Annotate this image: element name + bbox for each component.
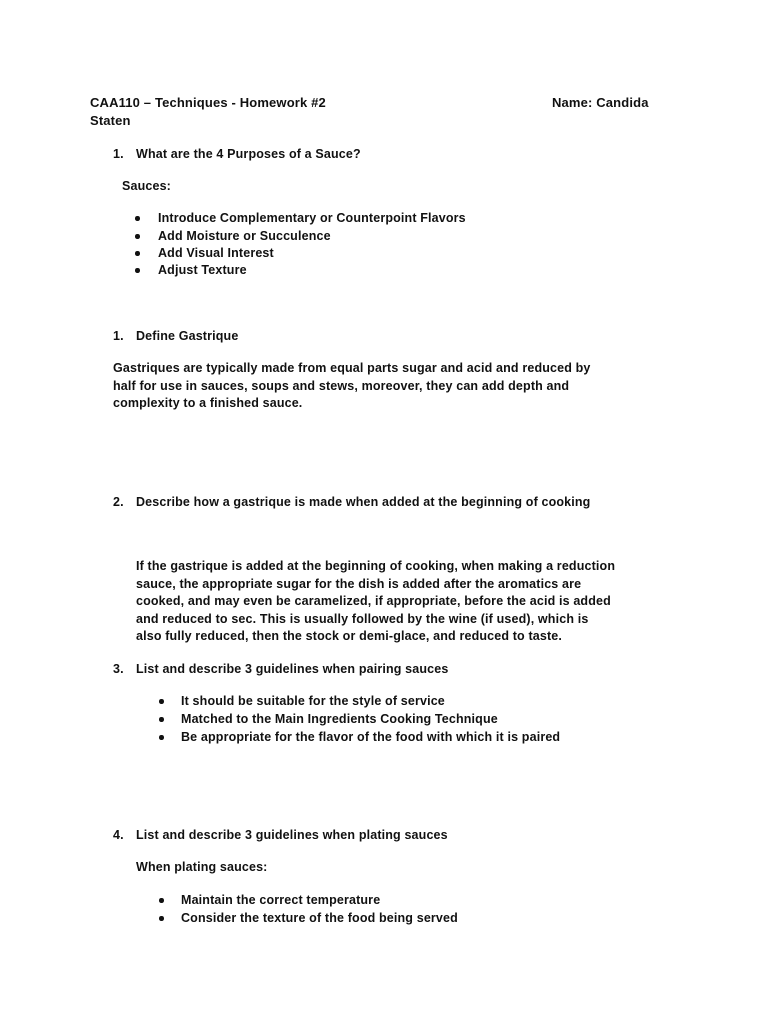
bullet-dot (135, 268, 140, 273)
bullet-dot (135, 234, 140, 239)
answer-intro: When plating sauces: (136, 860, 268, 874)
list-item: Matched to the Main Ingredients Cooking Technique (181, 712, 498, 726)
question-text: Define Gastrique (136, 329, 239, 343)
answer-intro: Sauces: (122, 179, 171, 193)
question-number: 1. (113, 147, 124, 161)
answer-line: Gastriques are typically made from equal parts sugar and acid and reduced by (113, 361, 591, 375)
bullet-dot (159, 735, 164, 740)
answer-line: and reduced to sec. This is usually followed by the wine (if used), which is (136, 611, 589, 626)
list-item: Add Visual Interest (158, 246, 274, 260)
list-item: It should be suitable for the style of service (181, 694, 445, 708)
bullet-dot (135, 216, 140, 221)
answer-line: also fully reduced, then the stock or demi-glace, and reduced to taste. (136, 629, 563, 644)
list-item: Introduce Complementary or Counterpoint Flavors (158, 211, 466, 225)
question-text: What are the 4 Purposes of a Sauce? (136, 147, 361, 161)
list-item: Consider the texture of the food being served (181, 911, 458, 925)
list-item: Adjust Texture (158, 263, 247, 277)
answer-line: half for use in sauces, soups and stews, moreover, they can add depth and (113, 378, 570, 393)
question-number: 1. (113, 329, 124, 343)
bullet-dot (159, 898, 164, 903)
document-title: CAA110 – Techniques - Homework #2 (90, 95, 326, 110)
list-item: Be appropriate for the flavor of the food with which it is paired (181, 730, 561, 744)
answer-line: sauce, the appropriate sugar for the dish is added after the aromatics are (136, 576, 582, 591)
question-number: 4. (113, 828, 124, 842)
list-item: Maintain the correct temperature (181, 893, 381, 907)
answer-line: If the gastrique is added at the beginning of cooking, when making a reduction (136, 559, 616, 573)
question-text: List and describe 3 guidelines when plating sauces (136, 828, 448, 842)
answer-line: cooked, and may even be caramelized, if appropriate, before the acid is added (136, 594, 611, 609)
question-number: 3. (113, 662, 124, 676)
answer-paragraph (113, 360, 591, 413)
question-number: 2. (113, 495, 124, 509)
question-text: Describe how a gastrique is made when added at the beginning of cooking (136, 495, 591, 509)
bullet-dot (135, 251, 140, 256)
answer-line: complexity to a finished sauce. (113, 396, 303, 411)
answer-paragraph (136, 558, 615, 646)
student-name-continued: Staten (90, 113, 131, 128)
list-item: Add Moisture or Succulence (158, 229, 331, 243)
question-text: List and describe 3 guidelines when pairing sauces (136, 662, 449, 676)
bullet-dot (159, 717, 164, 722)
bullet-dot (159, 699, 164, 704)
bullet-dot (159, 916, 164, 921)
student-name: Name: Candida (552, 95, 649, 110)
